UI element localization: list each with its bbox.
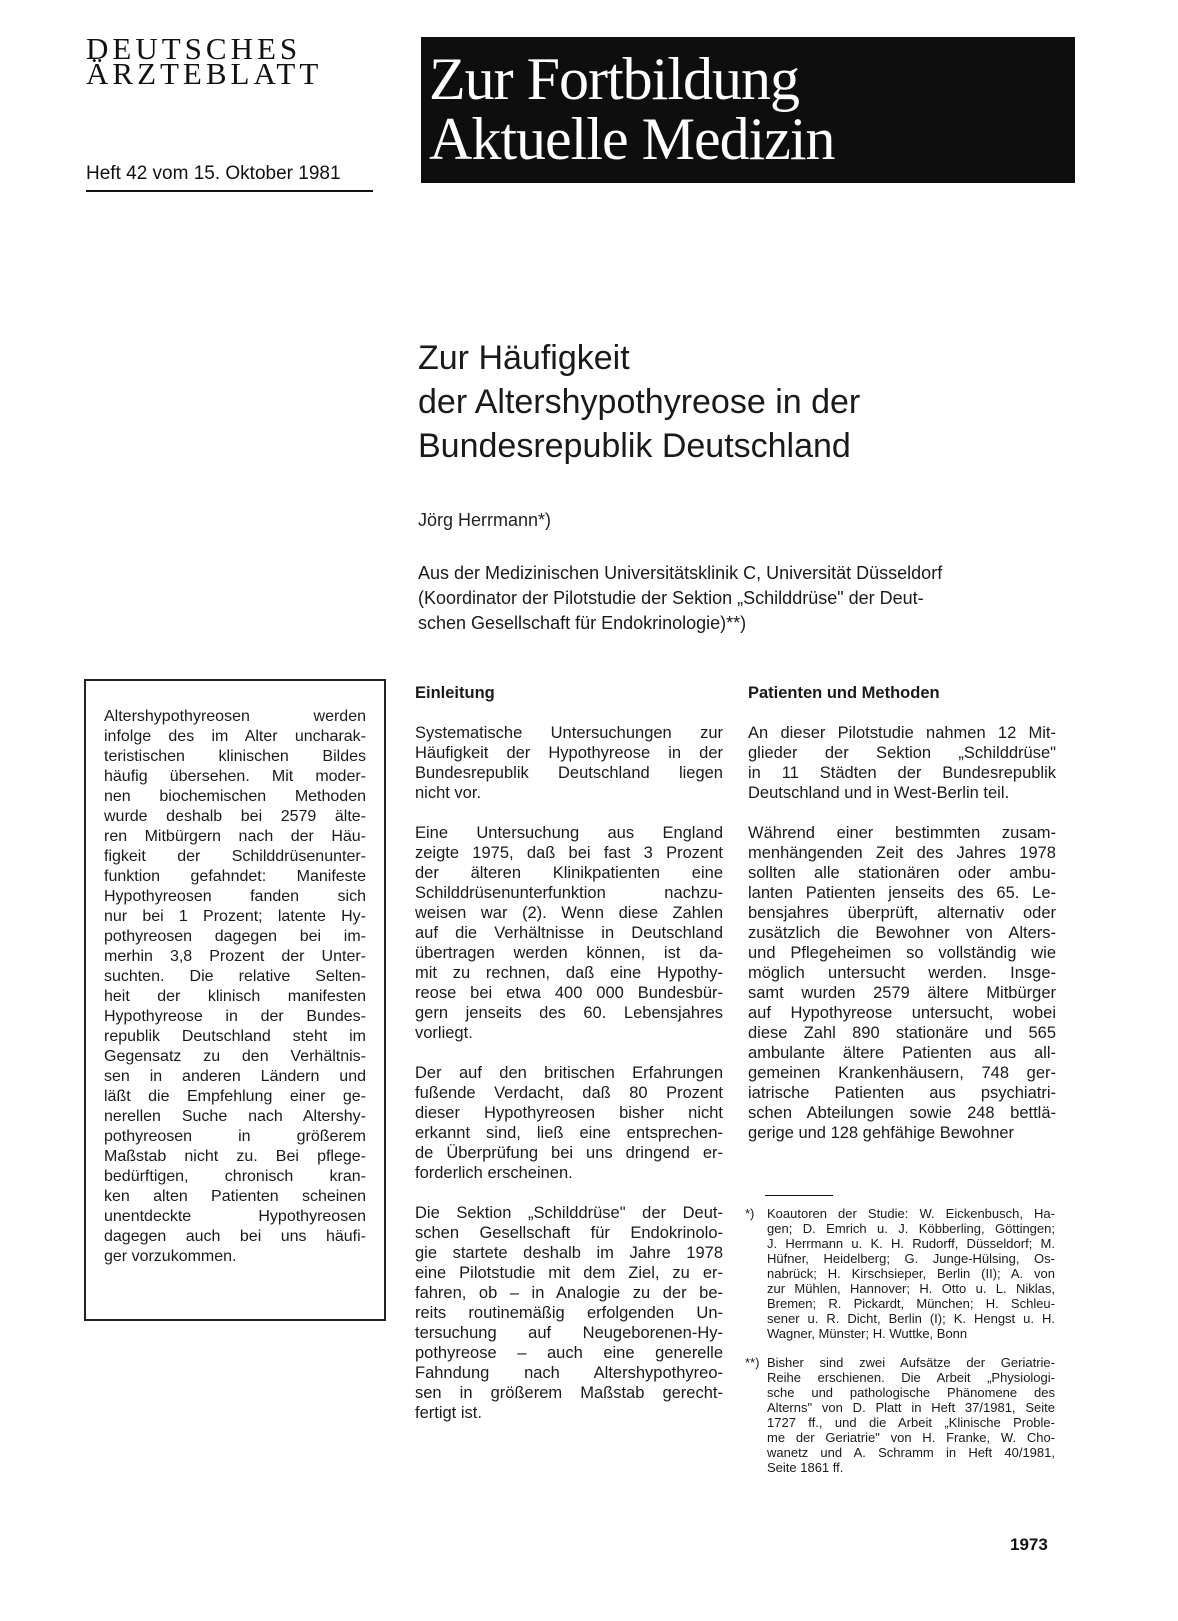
page-number: 1973	[1010, 1535, 1048, 1554]
text-line: Koautoren der Studie: W. Eickenbusch, Ha-	[767, 1206, 1055, 1221]
text-line: Bremen; R. Pickardt, München; H. Schleu-	[767, 1296, 1055, 1311]
text-line: sollten alle stationären oder ambu-	[748, 864, 1056, 882]
text-line: fußende Verdacht, daß 80 Prozent	[415, 1084, 723, 1102]
masthead-line-2: ÄRZTEBLATT	[86, 56, 323, 91]
affiliation-line: (Koordinator der Pilotstudie der Sektion „Schilddrüse" der Deut-	[418, 588, 924, 608]
paragraph	[748, 723, 1058, 803]
text-line: Hypothyreosen fanden sich	[104, 888, 366, 905]
title-line-2: der Altershypothyreose in der	[418, 383, 861, 421]
text-line: weisen war (2). Wenn diese Zahlen	[415, 904, 723, 922]
paragraph	[415, 723, 725, 803]
text-line: Die Sektion „Schilddrüse" der Deut-	[415, 1204, 723, 1222]
text-line: schen Gesellschaft für Endokrinolo-	[415, 1224, 723, 1242]
text-line: in 11 Städten der Bundesrepublik	[748, 764, 1056, 782]
text-line: unentdeckte Hypothyreosen	[104, 1208, 366, 1225]
author-affiliation	[418, 561, 1068, 636]
text-line: Hüfner, Heidelberg; G. Junge-Hülsing, Os-	[767, 1251, 1055, 1266]
footnote-mark: *)	[745, 1206, 755, 1221]
text-line: gern jenseits des 60. Lebensjahres	[415, 1004, 723, 1022]
section-banner	[421, 37, 1075, 183]
text-line: auf Hypothyreose untersucht, wobei	[748, 1004, 1056, 1022]
text-line: ger vorzukommen.	[104, 1248, 237, 1265]
text-line: sche und pathologische Phänomene des	[767, 1385, 1055, 1400]
text-line: gie startete deshalb im Jahre 1978	[415, 1244, 723, 1262]
text-line: reose bei etwa 400 000 Bundesbür-	[415, 984, 723, 1002]
section-heading-patienten: Patienten und Methoden	[748, 684, 940, 702]
text-line: heit der klinisch manifesten	[104, 988, 366, 1005]
text-line: ambulante ältere Patienten aus all-	[748, 1044, 1056, 1062]
text-line: 1727 ff., und die Arbeit „Klinische Proble-	[767, 1415, 1055, 1430]
text-line: bensjahres überprüft, alternativ oder	[748, 904, 1056, 922]
text-line: übertragen werden können, ist da-	[415, 944, 723, 962]
text-line: zeigte 1975, daß bei fast 3 Prozent	[415, 844, 723, 862]
text-line: infolge des im Alter uncharak-	[104, 728, 366, 745]
footnote-series	[745, 1355, 1065, 1475]
text-line: forderlich erscheinen.	[415, 1164, 573, 1182]
text-line: Wagner, Münster; H. Wuttke, Bonn	[767, 1326, 968, 1341]
text-line: dagegen auch bei uns häufi-	[104, 1228, 366, 1245]
text-line: suchten. Die relative Selten-	[104, 968, 366, 985]
text-line: ren Mitbürgern nach der Häu-	[104, 828, 366, 845]
journal-masthead	[86, 31, 386, 91]
text-line: lanten Patienten jenseits des 65. Le-	[748, 884, 1056, 902]
text-line: Fahndung nach Altershypothyreo-	[415, 1364, 723, 1382]
text-line: pothyreose – auch eine generelle	[415, 1344, 723, 1362]
text-line: fahren, ob – in Analogie zu der be-	[415, 1284, 723, 1302]
paragraph	[415, 1203, 725, 1423]
text-line: möglich untersucht werden. Insge-	[748, 964, 1056, 982]
text-line: Maßstab nicht zu. Bei pflege-	[104, 1148, 366, 1165]
text-line: teristischen klinischen Bildes	[104, 748, 366, 765]
text-line: Alterns" von D. Platt in Heft 37/1981, Seite	[767, 1400, 1055, 1415]
text-line: menhängenden Zeit des Jahres 1978	[748, 844, 1056, 862]
paragraph	[748, 823, 1058, 1143]
text-line: nabrück; H. Kirschsieper, Berlin (II); A. von	[767, 1266, 1055, 1281]
article-author: Jörg Herrmann*)	[418, 510, 552, 530]
text-line: Gegensatz zu den Verhältnis-	[104, 1048, 366, 1065]
text-line: tersuchung auf Neugeborenen-Hy-	[415, 1324, 723, 1342]
text-line: J. Herrmann u. K. H. Rudorff, Düsseldorf; M.	[767, 1236, 1055, 1251]
text-line: iatrische Patienten aus psychiatri-	[748, 1084, 1056, 1102]
text-line: figkeit der Schilddrüsenunter-	[104, 848, 366, 865]
text-line: funktion gefahndet: Manifeste	[104, 868, 366, 885]
text-line: nerellen Suche nach Altershy-	[104, 1108, 366, 1125]
text-line: läßt die Empfehlung einer ge-	[104, 1088, 366, 1105]
text-line: Seite 1861 ff.	[767, 1460, 844, 1475]
text-line: republik Deutschland steht im	[104, 1028, 366, 1045]
text-line: diese Zahl 890 stationäre und 565	[748, 1024, 1056, 1042]
footnote-coauthors	[745, 1206, 1065, 1341]
text-line: Häufigkeit der Hypothyreose in der	[415, 744, 723, 762]
text-line: samt wurden 2579 ältere Mitbürger	[748, 984, 1056, 1002]
text-line: nen biochemischen Methoden	[104, 788, 366, 805]
abstract-text	[104, 707, 366, 1267]
banner-line-1: Zur Fortbildung	[429, 46, 799, 112]
text-line: de Überprüfung bei uns dringend er-	[415, 1144, 723, 1162]
text-line: Deutschland und in West-Berlin teil.	[748, 784, 1010, 802]
text-line: Hypothyreose in der Bundes-	[104, 1008, 366, 1025]
footnote-text	[767, 1355, 1065, 1475]
text-line: häufig übersehen. Mit moder-	[104, 768, 366, 785]
text-line: gerige und 128 gehfähige Bewohner	[748, 1124, 1015, 1142]
text-line: reits routinemäßig erfolgenden Un-	[415, 1304, 723, 1322]
text-line: glieder der Sektion „Schilddrüse"	[748, 744, 1056, 762]
masthead-line-1: DEUTSCHES	[86, 31, 302, 66]
text-line: sen in größerem Maßstab gerecht-	[415, 1384, 723, 1402]
text-line: dieser Hypothyreosen bisher nicht	[415, 1104, 723, 1122]
text-line: me der Geriatrie" von H. Franke, W. Cho-	[767, 1430, 1055, 1445]
text-line: merhin 3,8 Prozent der Unter-	[104, 948, 366, 965]
issue-divider	[86, 190, 373, 192]
paragraph	[415, 823, 725, 1043]
footnote-divider	[765, 1195, 833, 1196]
article-title	[418, 336, 1058, 468]
text-line: Systematische Untersuchungen zur	[415, 724, 723, 742]
text-line: zur Mühlen, Hannover; H. Otto u. L. Niklas,	[767, 1281, 1055, 1296]
text-line: erkannt sind, ließ eine entsprechen-	[415, 1124, 723, 1142]
text-line: bedürftigen, chronisch kran-	[104, 1168, 366, 1185]
text-line: nicht vor.	[415, 784, 482, 802]
text-line: der älteren Klinikpatienten eine	[415, 864, 723, 882]
affiliation-line: schen Gesellschaft für Endokrinologie)**)	[418, 613, 747, 633]
text-line: An dieser Pilotstudie nahmen 12 Mit-	[748, 724, 1056, 742]
text-line: ken alten Patienten scheinen	[104, 1188, 366, 1205]
column-right	[748, 683, 1058, 1143]
text-line: und Pflegeheimen so vollständig wie	[748, 944, 1056, 962]
text-line: mit zu rechnen, daß eine Hypothy-	[415, 964, 723, 982]
text-line: fertigt ist.	[415, 1404, 482, 1422]
title-line-1: Zur Häufigkeit	[418, 339, 630, 377]
text-line: gen; D. Emrich u. J. Köbberling, Göttingen;	[767, 1221, 1055, 1236]
section-heading-einleitung: Einleitung	[415, 684, 495, 702]
text-line: pothyreosen in größerem	[104, 1128, 366, 1145]
banner-line-2: Aktuelle Medizin	[429, 106, 835, 172]
text-line: Reihe erschienen. Die Arbeit „Physiologi-	[767, 1370, 1055, 1385]
issue-info: Heft 42 vom 15. Oktober 1981	[86, 163, 341, 184]
text-line: sener u. R. Dicht, Berlin (I); K. Hengst u. H.	[767, 1311, 1055, 1326]
text-line: pothyreosen dagegen bei im-	[104, 928, 366, 945]
text-line: vorliegt.	[415, 1024, 473, 1042]
text-line: Bisher sind zwei Aufsätze der Geriatrie-	[767, 1355, 1055, 1370]
text-line: wanetz und A. Schramm in Heft 40/1981,	[767, 1445, 1055, 1460]
text-line: schen Abteilungen sowie 248 bettlä-	[748, 1104, 1056, 1122]
text-line: Altershypothyreosen werden	[104, 708, 366, 725]
text-line: gemeinen Krankenhäusern, 748 ger-	[748, 1064, 1056, 1082]
text-line: Schilddrüsenunterfunktion nachzu-	[415, 884, 723, 902]
affiliation-line: Aus der Medizinischen Universitätsklinik C, Universität Düsseldorf	[418, 563, 943, 583]
text-line: Bundesrepublik Deutschland liegen	[415, 764, 723, 782]
paragraph	[415, 1063, 725, 1183]
text-line: Der auf den britischen Erfahrungen	[415, 1064, 723, 1082]
column-left	[415, 683, 725, 1423]
text-line: eine Pilotstudie mit dem Ziel, zu er-	[415, 1264, 723, 1282]
text-line: auf die Verhältnisse in Deutschland	[415, 924, 723, 942]
footnote-mark: **)	[745, 1355, 760, 1370]
text-line: Eine Untersuchung aus England	[415, 824, 723, 842]
title-line-3: Bundesrepublik Deutschland	[418, 427, 851, 465]
text-line: Während einer bestimmten zusam-	[748, 824, 1056, 842]
text-line: sen in anderen Ländern und	[104, 1068, 366, 1085]
text-line: nur bei 1 Prozent; latente Hy-	[104, 908, 366, 925]
text-line: zusätzlich die Bewohner von Alters-	[748, 924, 1056, 942]
text-line: wurde deshalb bei 2579 älte-	[104, 808, 366, 825]
footnote-text	[767, 1206, 1065, 1341]
